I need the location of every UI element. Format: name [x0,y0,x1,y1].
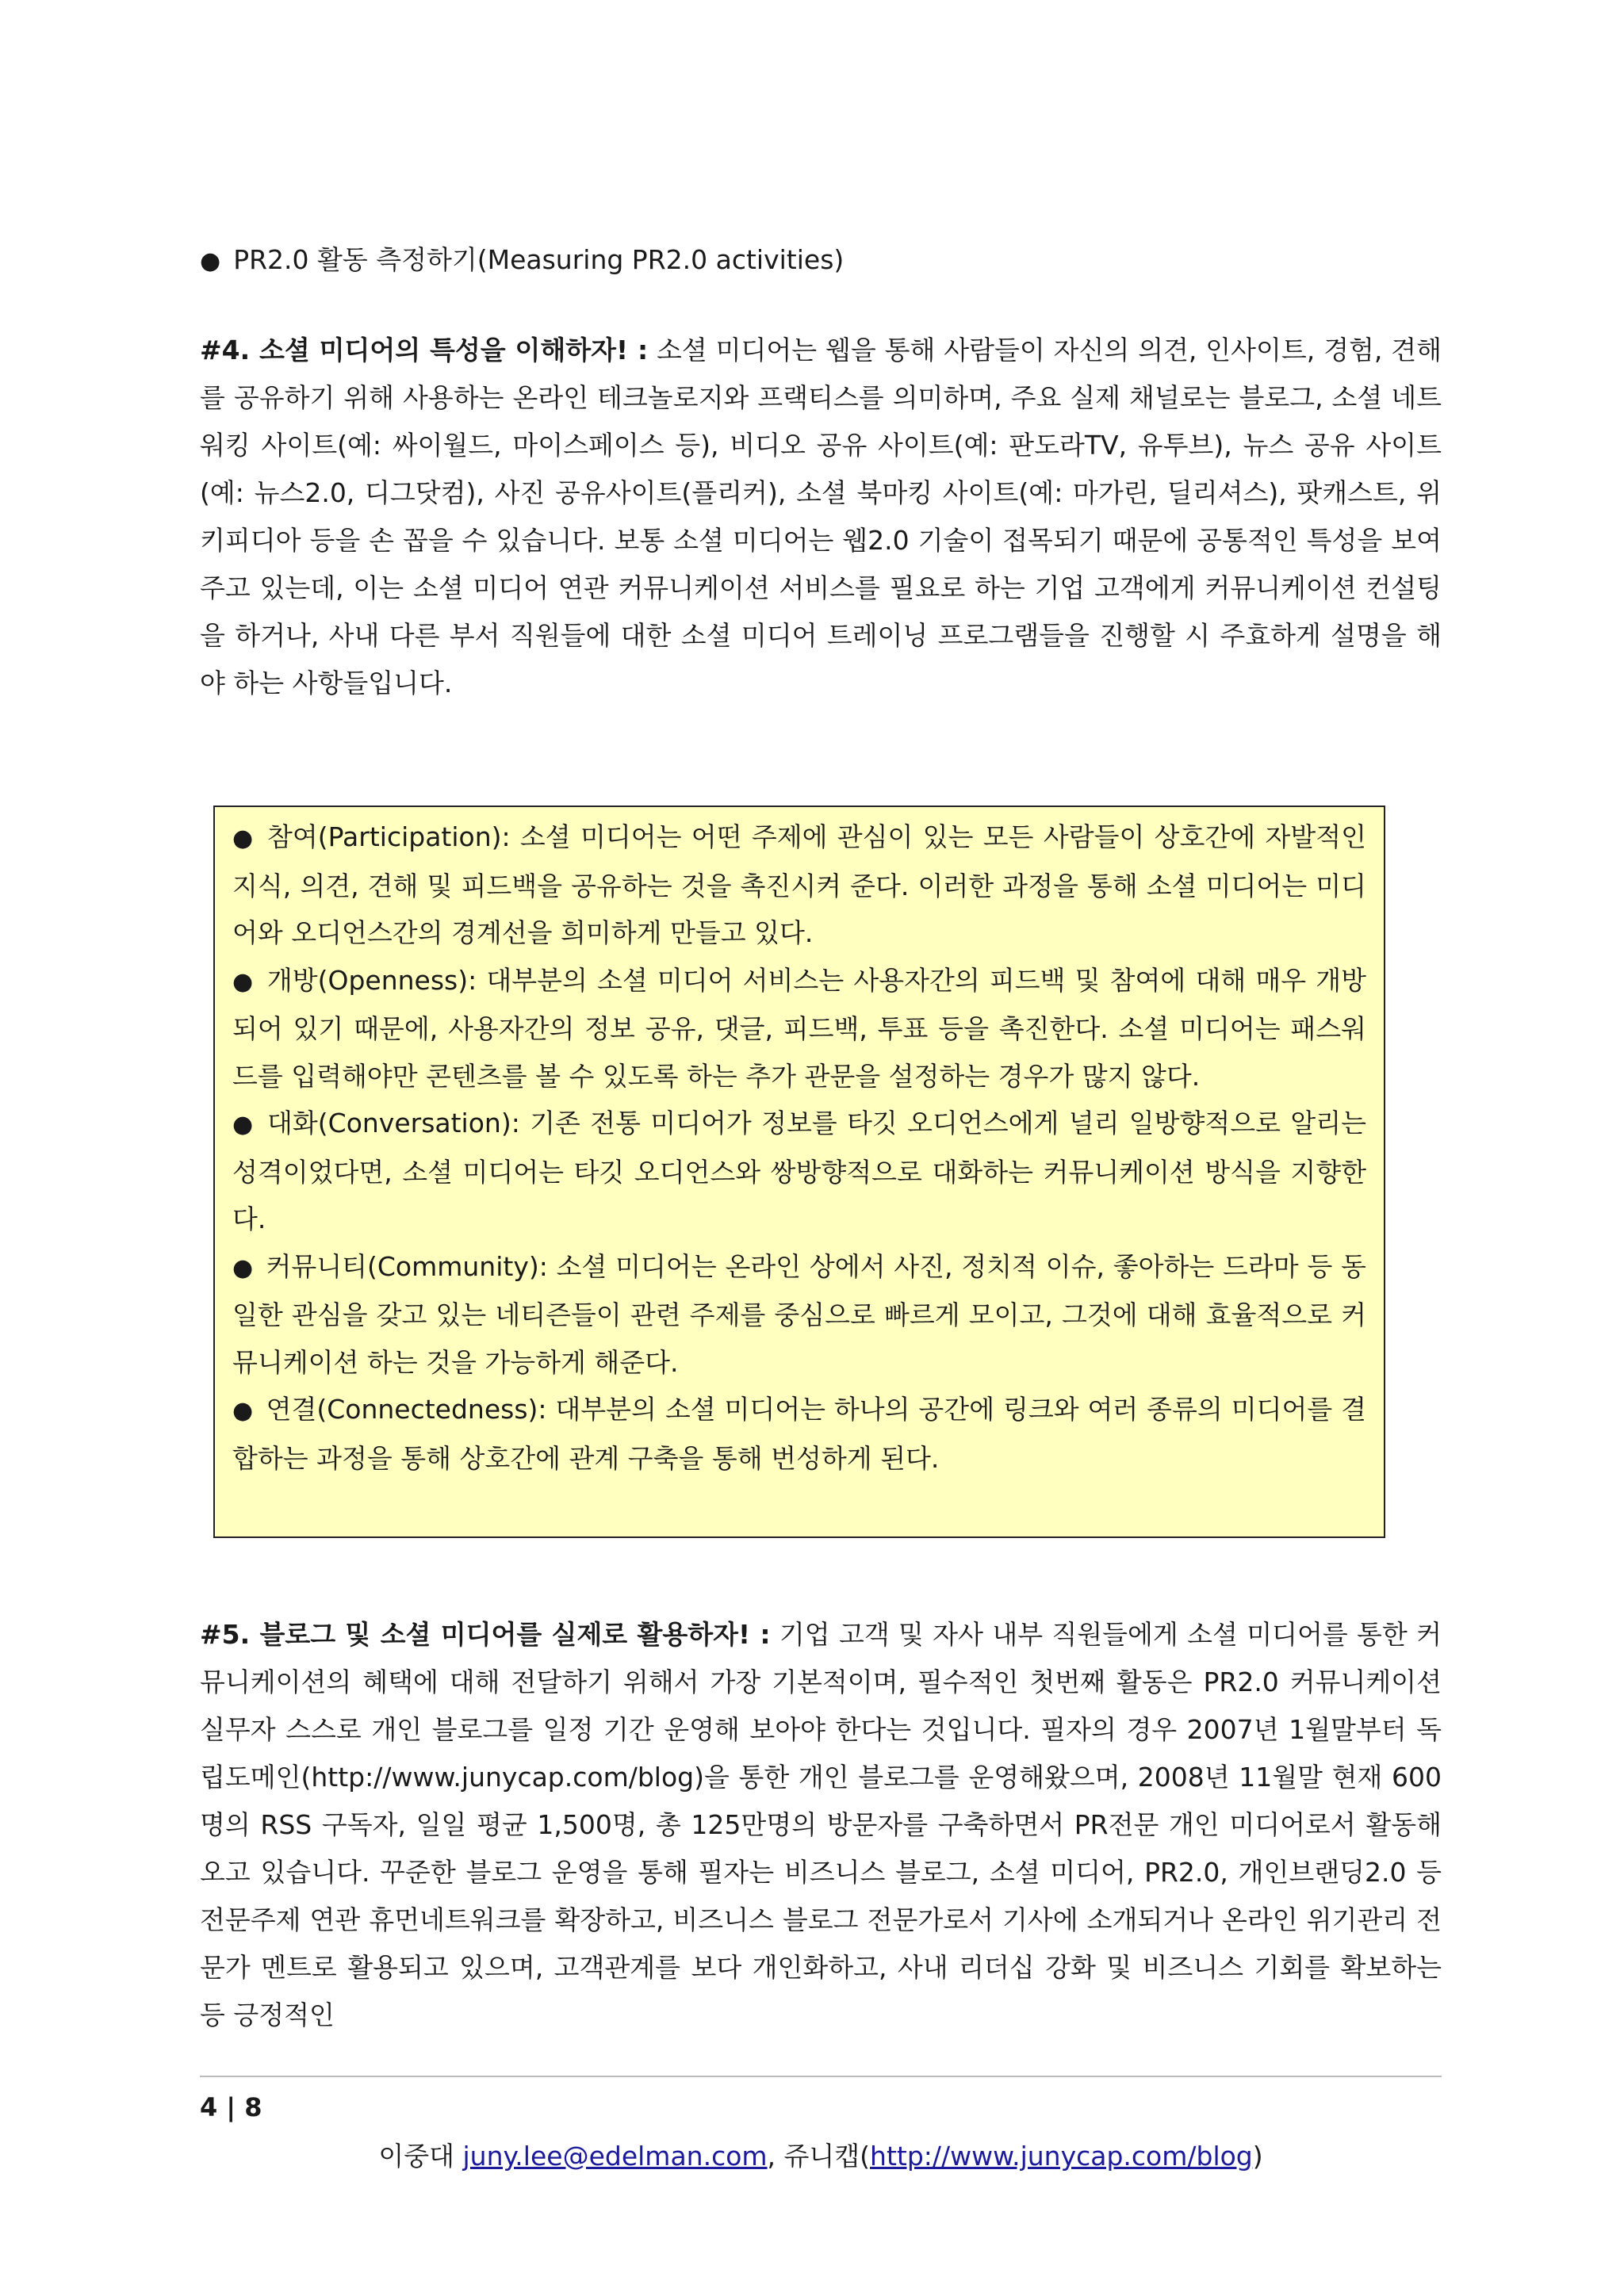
top-bullet [200,236,1442,285]
footer-close-paren: ) [1252,2141,1263,2172]
social-media-characteristics-box [213,806,1385,1538]
footer-separator: , [767,2141,784,2172]
section-5-body: 기업 고객 및 자사 내부 직원들에게 소셜 미디어를 통한 커뮤니케이션의 혜택에 대해 전달하기 위해서 가장 기본적이며, 필수적인 첫번째 활동은 PR2.0 커뮤니케이션 실무자 스스로 개인 블로그를 일정 기간 운영해 보아야 한다는 것입니다. 필자의 경우 2007년 1월말부터 독립도메인(http://www.junycap.com/blog)을 통한 개인 블로그를 운영해왔으며, 2008년 11월말 현재 600명의 RSS 구독자, 일일 평균 1,500명, 총 125만명의 방문자를 구축하면서 PR전문 개인 미디어로서 활동해오고 있습니다. 꾸준한 블로그 운영을 통해 필자는 비즈니스 블로그, 소셜 미디어, PR2.0, 개인브랜딩2.0 등 전문주제 연관 휴먼네트워크를 확장하고, 비즈니스 블로그 전문가로서 기사에 소개되거나 온라인 위기관리 전문가 멘트로 활용되고 있으며, 고객관계를 보다 개인화하고, 사내 리더십 강화 및 비즈니스 기회를 확보하는 등 긍정적인 [200,1619,1442,2030]
box-item-text: 커뮤니티(Community): 소셜 미디어는 온라인 상에서 사진, 정치적 이슈, 좋아하는 드라마 등 동일한 관심을 갖고 있는 네티즌들이 관련 주제를 중심으로 빠르게 모이고, 그것에 대해 효율적으로 커뮤니케이션 하는 것을 가능하게 해준다. [232,1250,1366,1378]
document-page [200,0,1442,2296]
bullet-icon: ● [232,825,255,852]
box-item-text: 참여(Participation): 소셜 미디어는 어떤 주제에 관심이 있는 모든 사람들이 상호간에 자발적인 지식, 의견, 견해 및 피드백을 공유하는 것을 촉진시켜 준다. 이러한 과정을 통해 소셜 미디어는 미디어와 오디언스간의 경계선을 희미하게 만들고 있다. [232,821,1366,948]
bullet-icon: ● [232,1253,254,1282]
bullet-icon: ● [200,247,221,275]
box-item-community [232,1243,1366,1387]
box-item-text: 대화(Conversation): 기존 전통 미디어가 정보를 타깃 오디언스에게 널리 일방향적으로 알리는 성격이었다면, 소셜 미디어는 타깃 오디언스와 쌍방향적으로 대화하는 커뮤니케이션 방식을 지향한다. [232,1108,1366,1234]
box-item-openness [232,957,1366,1100]
footer-blog-link[interactable]: http://www.junycap.com/blog [870,2141,1253,2172]
section-4-body: 소셜 미디어는 웹을 통해 사람들이 자신의 의견, 인사이트, 경험, 견해를 공유하기 위해 사용하는 온라인 테크놀로지와 프랙티스를 의미하며, 주요 실제 채널로는 블로그, 소셜 네트워킹 사이트(예: 싸이월드, 마이스페이스 등), 비디오 공유 사이트(예: 판도라TV, 유투브), 뉴스 공유 사이트(예: 뉴스2.0, 디그닷컴), 사진 공유사이트(플리커), 소셜 북마킹 사이트(예: 마가린, 딜리셔스), 팟캐스트, 위키피디아 등을 손 꼽을 수 있습니다. 보통 소셜 미디어는 웹2.0 기술이 접목되기 때문에 공통적인 특성을 보여주고 있는데, 이는 소셜 미디어 연관 커뮤니케이션 서비스를 필요로 하는 기업 고객에게 커뮤니케이션 컨설팅을 하거나, 사내 다른 부서 직원들에 대한 소셜 미디어 트레이닝 프로그램들을 진행할 시 주효하게 설명을 해야 하는 사항들입니다. [200,335,1442,698]
footer-author: 이중대 [378,2141,454,2172]
footer-email-link[interactable]: juny.lee@edelman.com [462,2141,768,2172]
bullet-icon: ● [232,967,255,996]
section-4-paragraph [200,327,1442,707]
footer [200,2133,1442,2180]
section-4-heading: #4. 소셜 미디어의 특성을 이해하자! : [200,335,649,365]
box-item-text: 개방(Openness): 대부분의 소셜 미디어 서비스는 사용자간의 피드백 및 참여에 대해 매우 개방되어 있기 때문에, 사용자간의 정보 공유, 댓글, 피드백, 투표 등을 촉진한다. 소셜 미디어는 패스워드를 입력해야만 콘텐츠를 볼 수 있도록 하는 추가 관문을 설정하는 경우가 많지 않다. [232,964,1366,1092]
top-bullet-text: PR2.0 활동 측정하기(Measuring PR2.0 activities) [233,244,845,275]
section-5-heading: #5. 블로그 및 소셜 미디어를 실제로 활용하자! : [200,1619,771,1650]
footer-blog-name: 쥬니캡( [783,2141,871,2172]
box-item-participation [232,813,1366,957]
bullet-icon: ● [232,1397,254,1425]
box-item-connectedness [232,1386,1366,1482]
box-item-text: 연결(Connectedness): 대부분의 소셜 미디어는 하나의 공간에 링크와 여러 종류의 미디어를 결합하는 과정을 통해 상호간에 관계 구축을 통해 번성하게 된다. [232,1394,1366,1474]
page-number: 4 | 8 [200,2092,262,2122]
bullet-icon: ● [232,1111,255,1138]
section-5-paragraph [200,1611,1442,2039]
footer-divider [200,2076,1442,2077]
box-item-conversation [232,1100,1366,1243]
